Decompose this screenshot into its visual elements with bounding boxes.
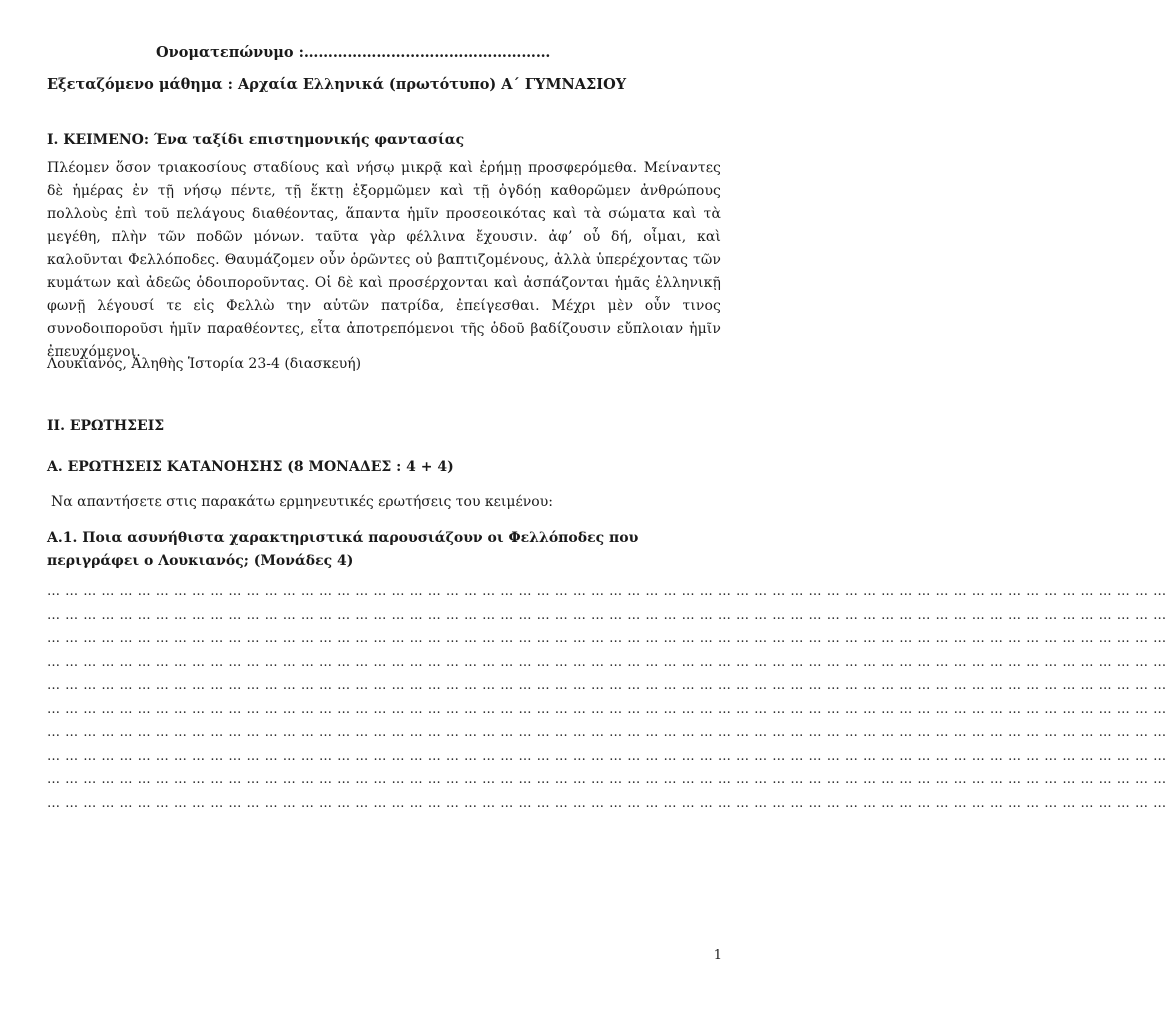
text-source-citation: Λουκιανός, Ἀληθὴς Ἱστορία 23-4 (διασκευή) — [47, 356, 362, 372]
answer-line[interactable]: … … … … … … … … … … … … … … … … … … … … … … … … … … … … … … … … … … … … … … … … … … … … … … … … … … … … … … … … … … … … … … — [47, 725, 1167, 740]
exam-subject-line: Εξεταζόμενο μάθημα : Αρχαία Ελληνικά (πρωτότυπο) Α΄ ΓΥΜΝΑΣΙΟΥ — [47, 76, 627, 93]
answer-line[interactable]: … … … … … … … … … … … … … … … … … … … … … … … … … … … … … … … … … … … … … … … … … … … … … … … … … … … … … … … … … … … … … … — [47, 772, 1167, 787]
answer-line[interactable]: … … … … … … … … … … … … … … … … … … … … … … … … … … … … … … … … … … … … … … … … … … … … … … … … … … … … … … … … … … … … … … — [47, 607, 1167, 623]
student-name-line: Ονοματεπώνυμο :…………………………………………… — [156, 44, 551, 61]
section-text-heading: Ι. ΚΕΙΜΕΝΟ: Ένα ταξίδι επιστημονικής φαντασίας — [47, 132, 465, 148]
questions-instruction: Να απαντήσετε στις παρακάτω ερμηνευτικές ερωτήσεις του κειμένου: — [51, 494, 553, 510]
comprehension-questions-heading: Α. ΕΡΩΤΗΣΕΙΣ ΚΑΤΑΝΟΗΣΗΣ (8 ΜΟΝΑΔΕΣ : 4 + 4) — [47, 459, 454, 475]
answer-line[interactable]: … … … … … … … … … … … … … … … … … … … … … … … … … … … … … … … … … … … … … … … … … … … … … … … … … … … … … … … … … … … … … … — [47, 631, 1167, 646]
answer-line[interactable]: … … … … … … … … … … … … … … … … … … … … … … … … … … … … … … … … … … … … … … … … … … … … … … … … … … … … … … … … … … … … … … — [47, 795, 1167, 811]
section-questions-heading: ΙΙ. ΕΡΩΤΗΣΕΙΣ — [47, 418, 165, 434]
page-number: 1 — [713, 948, 722, 963]
answer-line[interactable]: … … … … … … … … … … … … … … … … … … … … … … … … … … … … … … … … … … … … … … … … … … … … … … … … … … … … … … … … … … … … … … — [47, 701, 1167, 717]
answer-lines — [47, 580, 1167, 815]
answer-line[interactable]: … … … … … … … … … … … … … … … … … … … … … … … … … … … … … … … … … … … … … … … … … … … … … … … … … … … … … … … … … … … … … … — [47, 654, 1167, 670]
answer-line[interactable]: … … … … … … … … … … … … … … … … … … … … … … … … … … … … … … … … … … … … … … … … … … … … … … … … … … … … … … … … … … … … … … — [47, 584, 1167, 599]
question-a1: Α.1. Ποια ασυνήθιστα χαρακτηριστικά παρουσιάζουν οι Φελλόποδες που περιγράφει ο Λουκιανός; (Μονάδες 4) — [47, 530, 639, 569]
ancient-text-passage: Πλέομεν ὅσον τριακοσίους σταδίους καὶ νήσῳ μικρᾷ καὶ ἐρήμῃ προσφερόμεθα. Μείναντες δὲ ἡμέρας ἐν τῇ νήσῳ πέντε, τῇ ἕκτῃ ἐξορμῶμεν καὶ τῇ ὀγδόῃ καθορῶμεν ἀνθρώπους πολλοὺς ἐπὶ τοῦ πελάγους διαθέοντας, ἅπαντα ἡμῖν προσεοικότας καὶ τὰ σώματα καὶ τὰ μεγέθη, πλὴν τῶν ποδῶν μόνων. ταῦτα γὰρ φέλλινα ἔχουσιν. ἀφ’ οὗ δή, οἶμαι, καὶ καλοῦνται Φελλόποδες. Θαυμάζομεν οὖν ὁρῶντες οὐ βαπτιζομένους, ἀλλὰ ὑπερέχοντας τῶν κυμάτων καὶ ἀδεῶς ὁδοιποροῦντας. Οἱ δὲ καὶ προσέρχονται καὶ ἀσπάζονται ἡμᾶς ἑλληνικῇ φωνῇ λέγουσί τε εἰς Φελλὼ την αὑτῶν πατρίδα, ἐπείγεσθαι. Μέχρι μὲν οὖν τινος συνοδοιποροῦσι ἡμῖν παραθέοντες, εἶτα ἀποτρεπόμενοι τῆς ὁδοῦ βαδίζουσιν εὔπλοιαν ἡμῖν ἐπευχόμενοι. — [47, 160, 721, 360]
answer-line[interactable]: … … … … … … … … … … … … … … … … … … … … … … … … … … … … … … … … … … … … … … … … … … … … … … … … … … … … … … … … … … … … … … — [47, 678, 1167, 693]
answer-line[interactable]: … … … … … … … … … … … … … … … … … … … … … … … … … … … … … … … … … … … … … … … … … … … … … … … … … … … … … … … … … … … … … … — [47, 748, 1167, 764]
